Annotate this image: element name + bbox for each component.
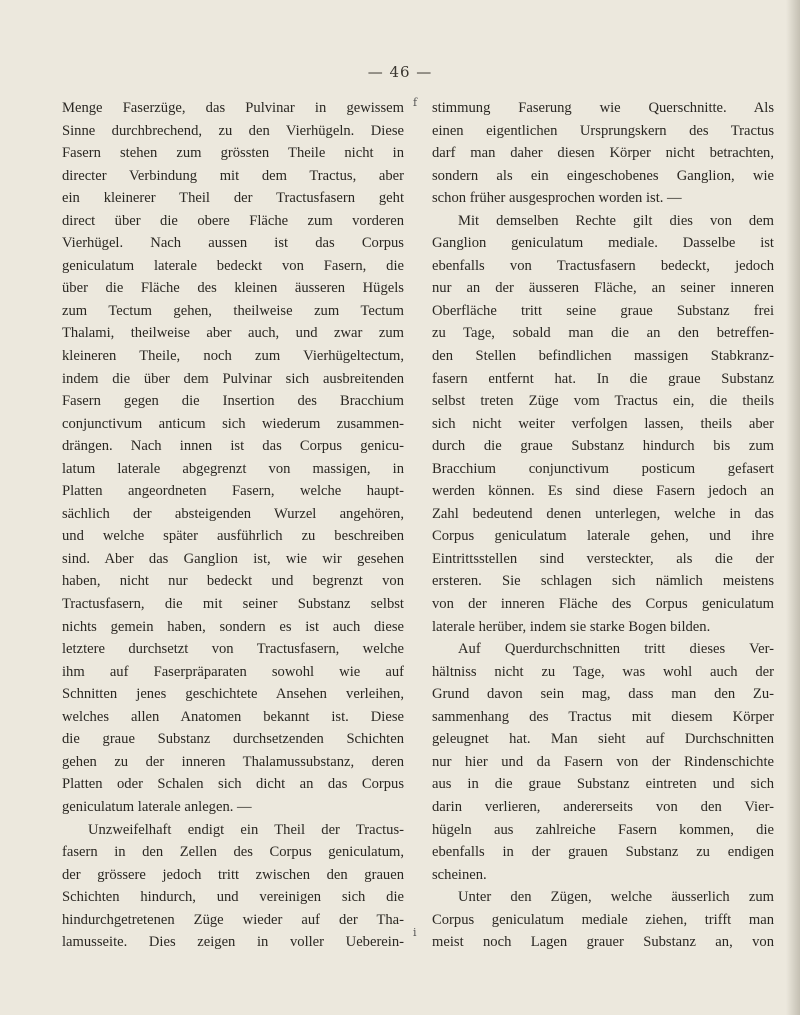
text-line: gehen zu der inneren Thalamussubstanz, deren <box>62 753 404 770</box>
text-line: zu Tage, sobald man die an den betreffen- <box>432 325 774 342</box>
text-line: welches allen Anatomen bekannt ist. Diese <box>62 708 404 725</box>
text-line: sächlich der absteigenden Wurzel angehören, <box>62 505 404 522</box>
text-line: laterale herüber, indem sie starke Bogen bilden. <box>432 618 711 635</box>
text-line: nur an der äusseren Fläche, an seiner inneren <box>432 280 774 297</box>
text-line: Tractusfasern, die mit seiner Substanz selbst <box>62 596 404 613</box>
text-line: direct über die obere Fläche zum vorderen <box>62 212 404 229</box>
text-line: Platten oder Schalen sich dicht an das Corpus <box>62 776 404 793</box>
text-line: die graue Substanz durchsetzenden Schichten <box>62 731 404 748</box>
text-line: Mit demselben Rechte gilt dies von dem <box>458 212 774 229</box>
text-line: geleugnet hat. Man sieht auf Durchschnitten <box>432 731 774 748</box>
margin-mark-top: f <box>413 96 418 109</box>
text-column-left <box>62 97 404 954</box>
text-line: Unter den Zügen, welche äusserlich zum <box>458 889 774 906</box>
text-line: einen eigentlichen Ursprungskern des Tractus <box>432 122 774 139</box>
text-line: ebenfalls von Tractusfasern bedeckt, jedoch <box>432 257 774 274</box>
text-line: ersteren. Sie schlagen sich nämlich meistens <box>432 573 774 590</box>
text-line: haben, nicht nur bedeckt und begrenzt von <box>62 573 404 590</box>
text-line: Corpus geniculatum mediale ziehen, trifft man <box>432 911 774 928</box>
text-line: Zahl bedeutend denen unterlegen, welche in das <box>432 505 774 522</box>
text-line: Unzweifelhaft endigt ein Theil der Tractus- <box>88 821 404 838</box>
text-line: directer Verbindung mit dem Tractus, aber <box>62 167 404 184</box>
text-line: Platten angeordneten Fasern, welche haupt- <box>62 483 404 500</box>
text-line: von der inneren Fläche des Corpus geniculatum <box>432 596 774 613</box>
text-line: Ganglion geniculatum mediale. Dasselbe ist <box>432 235 774 252</box>
text-line: sich nicht weiter verfolgen lassen, theils aber <box>432 415 774 432</box>
text-line: Vierhügel. Nach aussen ist das Corpus <box>62 235 404 252</box>
text-line: ebenfalls in der grauen Substanz zu endigen <box>432 844 774 861</box>
text-line: ihm auf Faserpräparaten sowohl wie auf <box>62 663 404 680</box>
text-line: der grössere jedoch tritt zwischen den grauen <box>62 866 404 883</box>
text-line: geniculatum laterale bedeckt von Fasern, die <box>62 257 404 274</box>
text-line: kleineren Theile, noch zum Vierhügeltectum, <box>62 348 404 365</box>
text-line: werden können. Es sind diese Fasern jedoch an <box>432 483 774 500</box>
text-line: sammenhang des Tractus mit diesem Körper <box>432 708 774 725</box>
text-line: letztere durchsetzt von Tractusfasern, welche <box>62 641 404 658</box>
text-line: fasern entfernt hat. In die graue Substanz <box>432 370 774 387</box>
text-line: schon früher ausgesprochen worden ist. — <box>432 190 682 207</box>
text-line: Corpus geniculatum laterale gehen, und ihre <box>432 528 774 545</box>
text-line: Thalami, theilweise aber auch, und zwar zum <box>62 325 404 342</box>
text-line: drängen. Nach innen ist das Corpus genicu- <box>62 438 404 455</box>
text-line: darf man daher diesen Körper nicht betrachten, <box>432 145 774 162</box>
text-line: lamusseite. Dies zeigen in voller Ueberein- <box>62 934 404 951</box>
text-line: hügeln aus zahlreiche Fasern kommen, die <box>432 821 774 838</box>
text-line: über die Fläche des kleinen äusseren Hügels <box>62 280 404 297</box>
text-line: selbst treten Züge vom Tractus ein, die theils <box>432 393 774 410</box>
text-line: nichts gemein haben, sondern es ist auch diese <box>62 618 404 635</box>
text-line: stimmung Faserung wie Querschnitte. Als <box>432 100 774 116</box>
text-line: Grund davon sein mag, dass man den Zu- <box>432 686 774 703</box>
text-line: Auf Querdurchschnitten tritt dieses Ver- <box>458 641 774 658</box>
text-line: den Stellen befindlichen massigen Stabkranz- <box>432 348 774 365</box>
text-line: Schnitten jenes geschichtete Ansehen verleihen, <box>62 686 404 703</box>
text-line: Oberfläche tritt seine graue Substanz frei <box>432 302 774 319</box>
text-line: latum laterale abgegrenzt von massigen, in <box>62 460 404 477</box>
text-line: Fasern stehen zum grössten Theile nicht in <box>62 145 404 162</box>
text-line: durch die graue Substanz hindurch bis zum <box>432 438 774 455</box>
text-line: sondern als ein eingeschobenes Ganglion, wie <box>432 167 774 184</box>
text-line: hindurchgetretenen Züge wieder auf der Tha- <box>62 911 404 928</box>
text-line: sind. Aber das Ganglion ist, wie wir gesehen <box>62 550 404 567</box>
text-line: conjunctivum anticum sich wiederum zusammen- <box>62 415 404 432</box>
text-line: und welche später ausführlich zu beschreiben <box>62 528 404 545</box>
text-line: aus in die graue Substanz eintreten und sich <box>432 776 774 793</box>
text-line: darin verlieren, andererseits von den Vier- <box>432 798 774 815</box>
text-line: nur hier und da Fasern von der Rindenschichte <box>432 753 774 770</box>
text-line: Sinne durchbrechend, zu den Vierhügeln. Diese <box>62 122 404 139</box>
page-number: — 46 — <box>367 63 433 81</box>
text-line: Menge Faserzüge, das Pulvinar in gewissem <box>62 100 404 116</box>
text-line: geniculatum laterale anlegen. — <box>62 798 252 815</box>
text-line: hältniss nicht zu Tage, was wohl auch der <box>432 663 774 680</box>
text-line: meist noch Lagen grauer Substanz an, von <box>432 934 774 951</box>
text-column-right <box>432 97 774 954</box>
text-line: scheinen. <box>432 866 487 883</box>
page-edge-shadow <box>786 0 800 1015</box>
text-line: zum Tectum gehen, theilweise zum Tectum <box>62 302 404 319</box>
text-line: fasern in den Zellen des Corpus geniculatum, <box>62 844 404 861</box>
text-line: indem die über dem Pulvinar sich ausbreitenden <box>62 370 404 387</box>
text-line: Eintrittsstellen sind versteckter, als die der <box>432 550 774 567</box>
text-line: Fasern gegen die Insertion des Bracchium <box>62 393 404 410</box>
text-line: ein kleinerer Theil der Tractusfasern geht <box>62 190 404 207</box>
text-line: Bracchium conjunctivum posticum gefasert <box>432 460 774 477</box>
text-line: Schichten hindurch, und vereinigen sich die <box>62 889 404 906</box>
margin-mark-bottom: i <box>413 926 417 939</box>
